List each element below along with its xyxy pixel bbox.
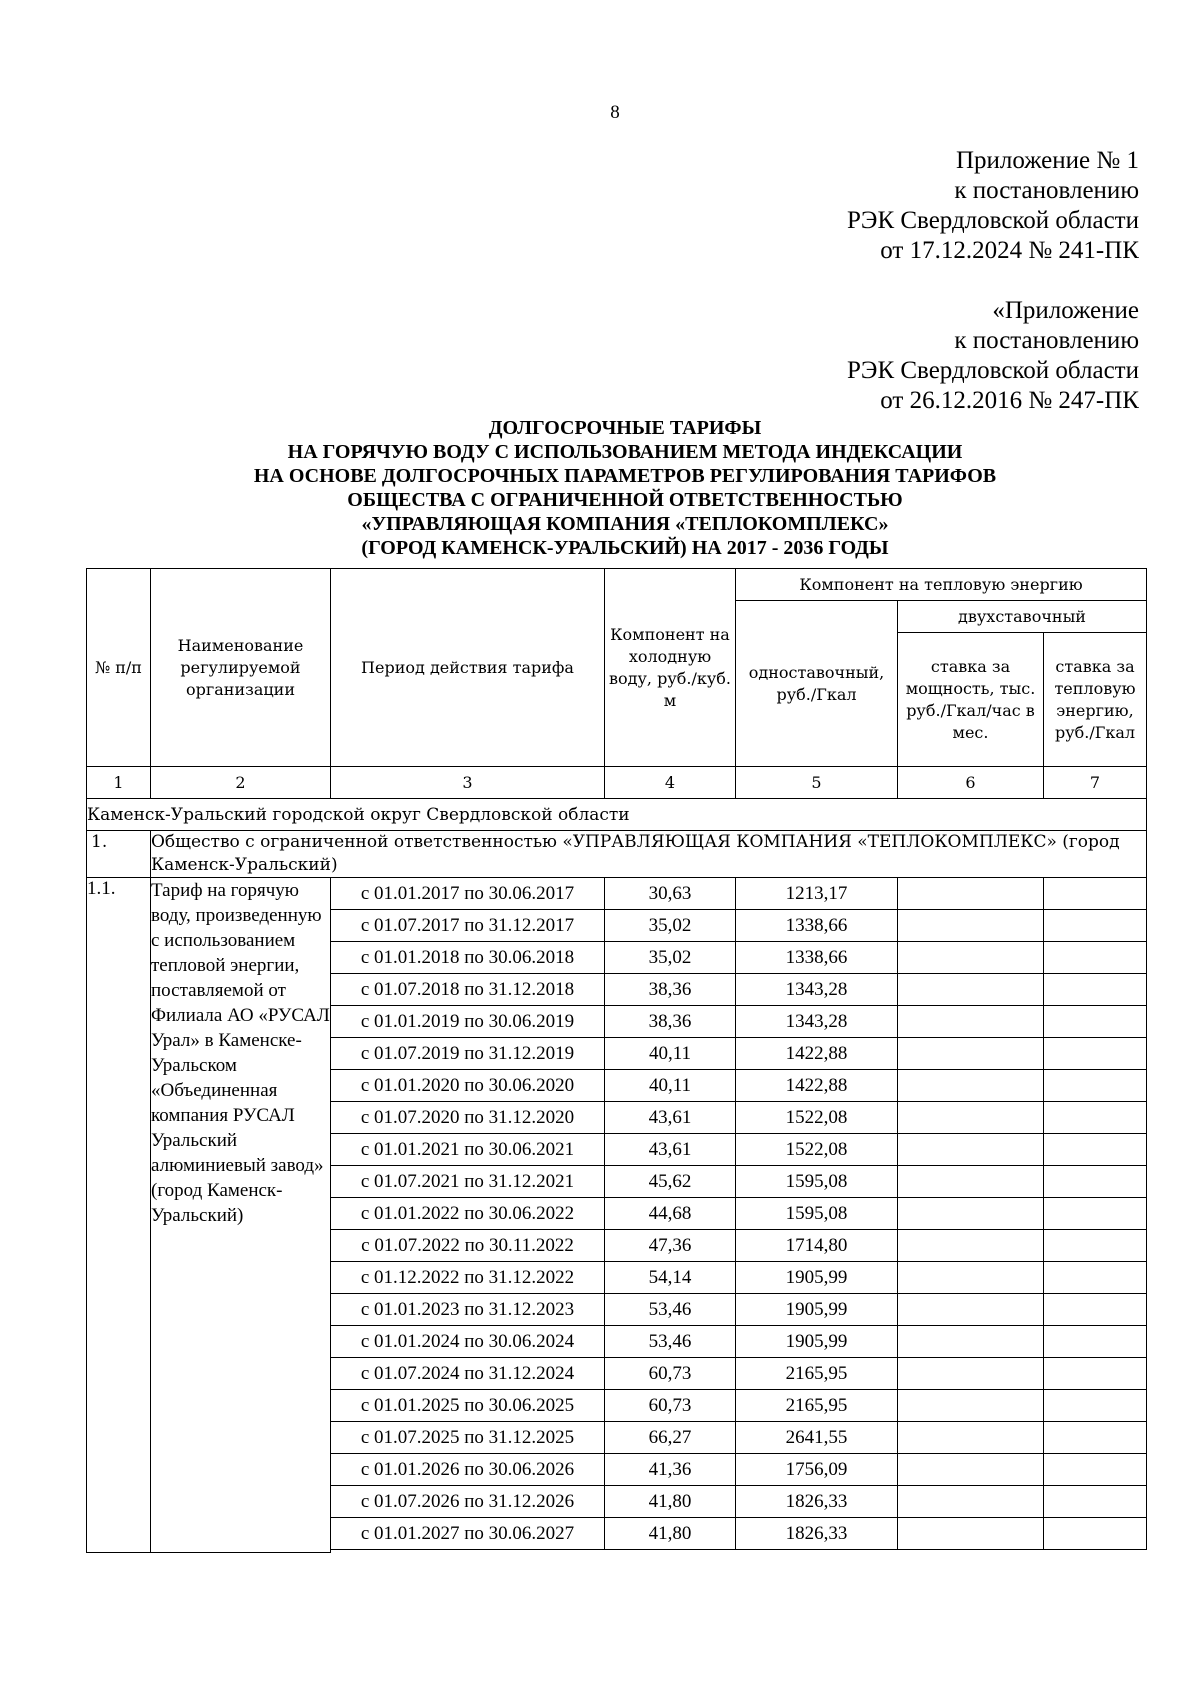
column-number: 4 [605,767,736,799]
period-cell: с 01.07.2024 по 31.12.2024 [331,1358,605,1390]
period-cell: с 01.01.2024 по 30.06.2024 [331,1326,605,1358]
single-rate-cell: 2165,95 [736,1358,898,1390]
period-cell: с 01.01.2025 по 30.06.2025 [331,1390,605,1422]
continuation-cell [331,1550,605,1553]
period-cell: с 01.07.2026 по 31.12.2026 [331,1486,605,1518]
cold-water-cell: 66,27 [605,1422,736,1454]
header-capacity-rate: ставка за мощность, тыс. руб./Гкал/час в мес. [898,633,1044,767]
appendix-line: к постановлению [954,177,1139,204]
column-number: 3 [331,767,605,799]
cold-water-cell: 35,02 [605,942,736,974]
cold-water-cell: 45,62 [605,1166,736,1198]
cold-water-cell: 54,14 [605,1262,736,1294]
capacity-rate-cell [898,942,1044,974]
single-rate-cell: 1522,08 [736,1102,898,1134]
single-rate-cell: 1422,88 [736,1070,898,1102]
appendix-line: «Приложение [992,297,1139,324]
capacity-rate-cell [898,1326,1044,1358]
title-line: «УПРАВЛЯЮЩАЯ КОМПАНИЯ «ТЕПЛОКОМПЛЕКС» [361,513,889,535]
energy-rate-cell [1044,1326,1147,1358]
capacity-rate-cell [898,1518,1044,1550]
capacity-rate-cell [898,1102,1044,1134]
capacity-rate-cell [898,1486,1044,1518]
energy-rate-cell [1044,1134,1147,1166]
period-cell: с 01.12.2022 по 31.12.2022 [331,1262,605,1294]
cold-water-cell: 60,73 [605,1390,736,1422]
capacity-rate-cell [898,1358,1044,1390]
period-cell: с 01.01.2021 по 30.06.2021 [331,1134,605,1166]
continuation-cell [736,1550,898,1553]
capacity-rate-cell [898,1230,1044,1262]
capacity-rate-cell [898,1262,1044,1294]
energy-rate-cell [1044,878,1147,910]
appendix-line: к постановлению [954,327,1139,354]
energy-rate-cell [1044,1390,1147,1422]
column-number: 6 [898,767,1044,799]
header-cold-water-component: Компонент на холодную воду, руб./куб. м [605,569,736,767]
title-line: НА ОСНОВЕ ДОЛГОСРОЧНЫХ ПАРАМЕТРОВ РЕГУЛИРОВАНИЯ ТАРИФОВ [253,465,997,487]
period-cell: с 01.07.2021 по 31.12.2021 [331,1166,605,1198]
single-rate-cell: 1595,08 [736,1198,898,1230]
energy-rate-cell [1044,1518,1147,1550]
header-period: Период действия тарифа [331,569,605,767]
period-cell: с 01.01.2017 по 30.06.2017 [331,878,605,910]
page-number: 8 [610,102,620,123]
energy-rate-cell [1044,1358,1147,1390]
single-rate-cell: 1343,28 [736,1006,898,1038]
energy-rate-cell [1044,1070,1147,1102]
single-rate-cell: 1826,33 [736,1518,898,1550]
header-heat-energy-component: Компонент на тепловую энергию [736,569,1147,601]
appendix-line: РЭК Свердловской области [847,357,1139,384]
cold-water-cell: 53,46 [605,1326,736,1358]
cold-water-cell: 35,02 [605,910,736,942]
table-row [87,878,1147,910]
energy-rate-cell [1044,942,1147,974]
capacity-rate-cell [898,1454,1044,1486]
single-rate-cell: 1522,08 [736,1134,898,1166]
period-cell: с 01.01.2026 по 30.06.2026 [331,1454,605,1486]
organization-row [87,831,1147,878]
cold-water-cell: 60,73 [605,1358,736,1390]
single-rate-cell: 2165,95 [736,1390,898,1422]
period-cell: с 01.01.2023 по 31.12.2023 [331,1294,605,1326]
capacity-rate-cell [898,1390,1044,1422]
capacity-rate-cell [898,1198,1044,1230]
single-rate-cell: 1338,66 [736,910,898,942]
period-cell: с 01.01.2020 по 30.06.2020 [331,1070,605,1102]
single-rate-cell: 1905,99 [736,1326,898,1358]
energy-rate-cell [1044,1486,1147,1518]
energy-rate-cell [1044,1454,1147,1486]
tariff-table [86,568,1147,1553]
energy-rate-cell [1044,1006,1147,1038]
region-name: Каменск-Уральский городской округ Свердловской области [87,799,1147,831]
header-single-rate: одноставочный, руб./Гкал [736,601,898,767]
period-cell: с 01.07.2020 по 31.12.2020 [331,1102,605,1134]
appendix-line: от 17.12.2024 № 241-ПК [880,237,1139,264]
item-name: Тариф на горячую воду, произведенную с использованием тепловой энергии, поставляемой от Филиала АО «РУСАЛ Урал» в Каменске-Уральском «Объединенная компания РУСАЛ Уральский алюминиевый завод» (город Каменск-Уральский) [151,878,331,1553]
title-line: (ГОРОД КАМЕНСК-УРАЛЬСКИЙ) НА 2017 - 2036 ГОДЫ [361,537,889,559]
cold-water-cell: 44,68 [605,1198,736,1230]
header-num: № п/п [87,569,151,767]
cold-water-cell: 43,61 [605,1134,736,1166]
cold-water-cell: 41,36 [605,1454,736,1486]
header-energy-rate: ставка за тепловую энергию, руб./Гкал [1044,633,1147,767]
column-number: 7 [1044,767,1147,799]
period-cell: с 01.07.2018 по 31.12.2018 [331,974,605,1006]
capacity-rate-cell [898,974,1044,1006]
capacity-rate-cell [898,1294,1044,1326]
single-rate-cell: 1422,88 [736,1038,898,1070]
single-rate-cell: 1338,66 [736,942,898,974]
period-cell: с 01.07.2019 по 31.12.2019 [331,1038,605,1070]
appendix-line: РЭК Свердловской области [847,207,1139,234]
energy-rate-cell [1044,1102,1147,1134]
energy-rate-cell [1044,974,1147,1006]
title-line: ДОЛГОСРОЧНЫЕ ТАРИФЫ [488,417,762,439]
energy-rate-cell [1044,1262,1147,1294]
cold-water-cell: 30,63 [605,878,736,910]
cold-water-cell: 53,46 [605,1294,736,1326]
title-line: ОБЩЕСТВА С ОГРАНИЧЕННОЙ ОТВЕТСТВЕННОСТЬЮ [347,489,903,511]
cold-water-cell: 38,36 [605,1006,736,1038]
capacity-rate-cell [898,1070,1044,1102]
capacity-rate-cell [898,1422,1044,1454]
organization-num: 1. [87,831,151,878]
energy-rate-cell [1044,1198,1147,1230]
column-number-row [87,767,1147,799]
energy-rate-cell [1044,1422,1147,1454]
single-rate-cell: 1595,08 [736,1166,898,1198]
period-cell: с 01.07.2017 по 31.12.2017 [331,910,605,942]
capacity-rate-cell [898,1134,1044,1166]
region-row [87,799,1147,831]
capacity-rate-cell [898,910,1044,942]
document-title [75,416,1175,560]
appendix-current-reference [847,146,1139,266]
energy-rate-cell [1044,1230,1147,1262]
capacity-rate-cell [898,1006,1044,1038]
period-cell: с 01.01.2022 по 30.06.2022 [331,1198,605,1230]
period-cell: с 01.07.2025 по 31.12.2025 [331,1422,605,1454]
single-rate-cell: 1826,33 [736,1486,898,1518]
appendix-original-reference [847,296,1139,416]
cold-water-cell: 41,80 [605,1518,736,1550]
cold-water-cell: 47,36 [605,1230,736,1262]
header-two-rate: двухставочный [898,601,1147,633]
single-rate-cell: 1213,17 [736,878,898,910]
single-rate-cell: 1905,99 [736,1294,898,1326]
cold-water-cell: 41,80 [605,1486,736,1518]
continuation-cell [1044,1550,1147,1553]
column-number: 2 [151,767,331,799]
energy-rate-cell [1044,910,1147,942]
cold-water-cell: 40,11 [605,1070,736,1102]
period-cell: с 01.01.2027 по 30.06.2027 [331,1518,605,1550]
capacity-rate-cell [898,1166,1044,1198]
single-rate-cell: 2641,55 [736,1422,898,1454]
single-rate-cell: 1343,28 [736,974,898,1006]
continuation-cell [898,1550,1044,1553]
energy-rate-cell [1044,1038,1147,1070]
single-rate-cell: 1714,80 [736,1230,898,1262]
energy-rate-cell [1044,1166,1147,1198]
period-cell: с 01.01.2018 по 30.06.2018 [331,942,605,974]
single-rate-cell: 1905,99 [736,1262,898,1294]
period-cell: с 01.01.2019 по 30.06.2019 [331,1006,605,1038]
column-number: 5 [736,767,898,799]
capacity-rate-cell [898,1038,1044,1070]
period-cell: с 01.07.2022 по 30.11.2022 [331,1230,605,1262]
cold-water-cell: 38,36 [605,974,736,1006]
cold-water-cell: 40,11 [605,1038,736,1070]
continuation-cell [605,1550,736,1553]
cold-water-cell: 43,61 [605,1102,736,1134]
item-num: 1.1. [87,878,151,1553]
appendix-line: от 26.12.2016 № 247-ПК [880,387,1139,414]
energy-rate-cell [1044,1294,1147,1326]
title-line: НА ГОРЯЧУЮ ВОДУ С ИСПОЛЬЗОВАНИЕМ МЕТОДА ИНДЕКСАЦИИ [287,441,963,463]
appendix-line: Приложение № 1 [955,147,1139,174]
single-rate-cell: 1756,09 [736,1454,898,1486]
capacity-rate-cell [898,878,1044,910]
header-organization-name: Наименование регулируемой организации [151,569,331,767]
column-number: 1 [87,767,151,799]
organization-name: Общество с ограниченной ответственностью «УПРАВЛЯЮЩАЯ КОМПАНИЯ «ТЕПЛОКОМПЛЕКС» (город Каменск-Уральский) [151,831,1147,878]
